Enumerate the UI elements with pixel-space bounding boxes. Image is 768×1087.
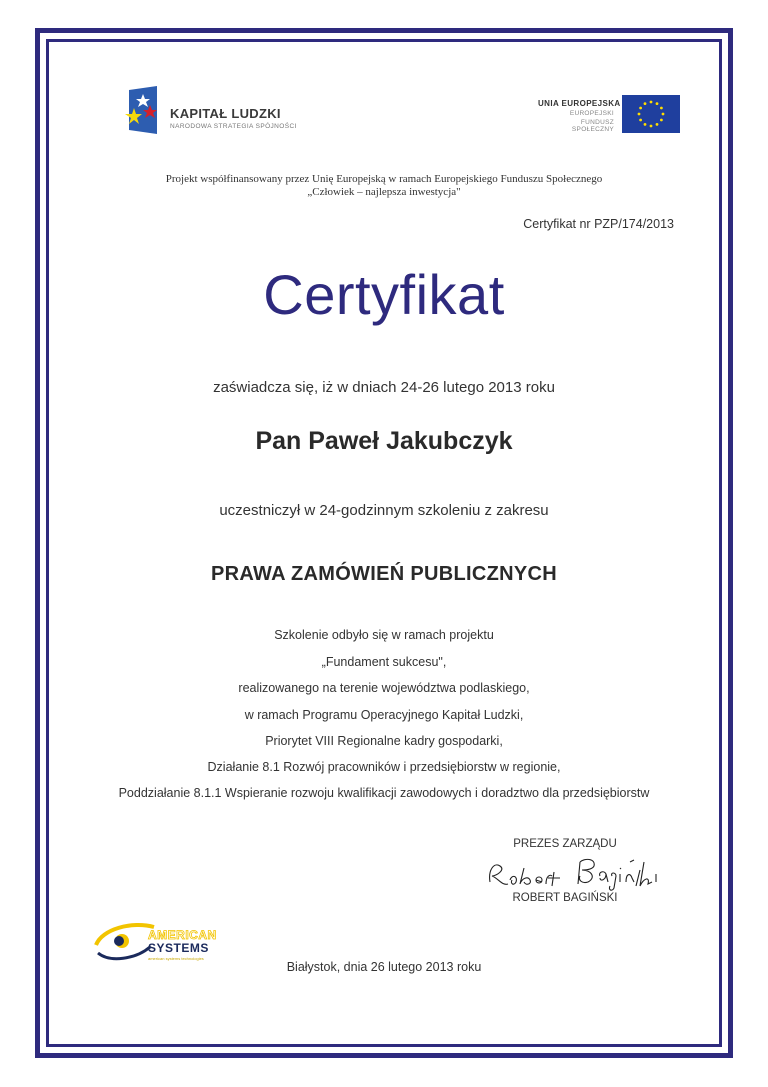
cofinancing-text: Projekt współfinansowany przez Unię Europejską w ramach Europejskiego Funduszu Społecznego: [165, 173, 603, 185]
signer-name: ROBERT BAGIŃSKI: [512, 892, 618, 904]
description-line: Priorytet VIII Regionalne kadry gospodarki,: [265, 734, 503, 748]
attestation-text: zaświadcza się, iż w dniach 24-26 lutego 2013 roku: [213, 379, 555, 396]
description-line: Poddziałanie 8.1.1 Wspieranie rozwoju kwalifikacji zawodowych i doradztwo dla przedsiębiorstw: [118, 786, 650, 800]
signer-role: PREZES ZARZĄDU: [513, 838, 617, 850]
handwritten-signature-icon: [484, 852, 684, 892]
american-systems-logo-icon: [92, 915, 242, 965]
eu-flag-icon: [622, 95, 680, 133]
eu-subtitle-line2: FUNDUSZ SPOŁECZNY: [571, 119, 614, 133]
eu-title: UNIA EUROPEJSKA: [538, 99, 621, 108]
description-line: Szkolenie odbyło się w ramach projektu: [274, 628, 494, 642]
kapital-ludzki-logo-icon: [123, 86, 159, 134]
course-title: PRAWA ZAMÓWIEŃ PUBLICZNYCH: [211, 563, 557, 585]
description-line: w ramach Programu Operacyjnego Kapitał Ludzki,: [244, 708, 524, 722]
description-line: „Fundament sukcesu",: [321, 655, 447, 669]
place-and-date: Białystok, dnia 26 lutego 2013 roku: [286, 960, 482, 974]
svg-text:AMERICAN: AMERICAN: [148, 928, 217, 942]
certificate-title: Certyfikat: [263, 263, 505, 326]
recipient-name: Pan Paweł Jakubczyk: [255, 427, 513, 455]
eu-subtitle-line1: EUROPEJSKI: [569, 110, 614, 117]
svg-text:SYSTEMS: SYSTEMS: [148, 941, 209, 955]
certificate-number: Certyfikat nr PZP/174/2013: [523, 217, 674, 231]
kapital-ludzki-subtitle: NARODOWA STRATEGIA SPÓJNOŚCI: [170, 123, 297, 130]
description-line: realizowanego na terenie województwa podlaskiego,: [238, 681, 530, 695]
motto-text: „Człowiek – najlepsza inwestycja": [307, 186, 461, 198]
kapital-ludzki-title: KAPITAŁ LUDZKI: [170, 106, 281, 121]
description-line: Działanie 8.1 Rozwój pracowników i przedsiębiorstw w regionie,: [207, 760, 561, 774]
participation-text: uczestniczył w 24-godzinnym szkoleniu z zakresu: [219, 502, 549, 519]
svg-text:american systems technologies: american systems technologies: [148, 956, 204, 961]
